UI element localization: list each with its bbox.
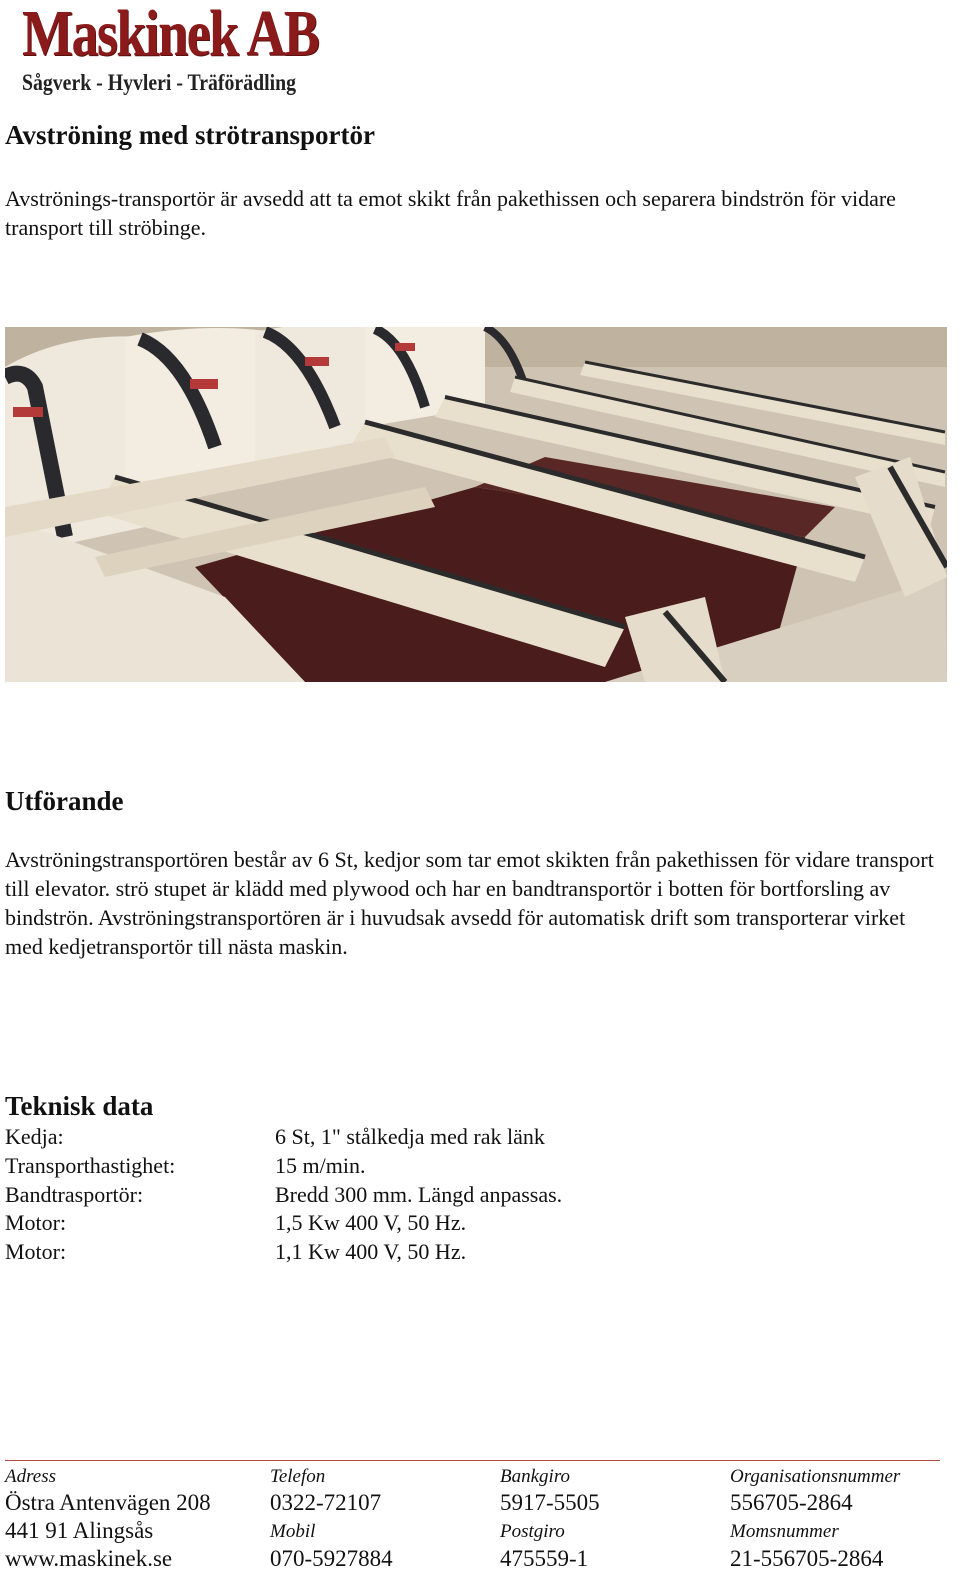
- spec-value: 6 St, 1" stålkedja med rak länk: [275, 1124, 545, 1149]
- spec-value: Bredd 300 mm. Längd anpassas.: [275, 1182, 563, 1207]
- spec-value: 1,1 Kw 400 V, 50 Hz.: [275, 1239, 467, 1264]
- footer-label-phone: Telefon: [270, 1466, 326, 1487]
- footer-postgiro: 475559-1: [500, 1546, 589, 1571]
- section-heading-design: Utförande: [5, 786, 124, 816]
- footer-label-address: Adress: [5, 1466, 57, 1487]
- footer-website-link[interactable]: www.maskinek.se: [5, 1546, 173, 1571]
- footer-label-bankgiro: Bankgiro: [500, 1466, 571, 1487]
- footer-label-vat: Momsnummer: [730, 1521, 839, 1542]
- spec-label: Motor:: [5, 1239, 67, 1264]
- page-title: Avströning med strötransportör: [5, 120, 375, 150]
- footer-address-street: Östra Antenvägen 208: [5, 1490, 211, 1515]
- section-heading-tech: Teknisk data: [5, 1091, 154, 1121]
- footer-label-org-number: Organisationsnummer: [730, 1466, 901, 1487]
- spec-label: Motor:: [5, 1210, 67, 1235]
- spec-value: 15 m/min.: [275, 1153, 366, 1178]
- spec-label: Kedja:: [5, 1124, 64, 1149]
- footer-phone: 0322-72107: [270, 1490, 382, 1515]
- machine-photo: [5, 327, 947, 682]
- footer-divider: [5, 1460, 940, 1461]
- footer-org-number: 556705-2864: [730, 1490, 853, 1515]
- machine-illustration: [5, 327, 947, 682]
- spec-label: Transporthastighet:: [5, 1153, 176, 1178]
- footer-mobile: 070-5927884: [270, 1546, 393, 1571]
- footer-label-postgiro: Postgiro: [500, 1521, 565, 1542]
- design-paragraph: Avströningstransportören består av 6 St, kedjor som tar emot skikten från pakethissen för vidare transport till elevator. strö stupet är klädd med plywood och har en bandtransportör i botten för bortforsling av bindströn. Avströningstransportören är i huvudsak avsedd för automatisk drift som transporterar virket med kedjetransportör till nästa maskin.: [5, 847, 934, 959]
- spec-label: Bandtrasportör:: [5, 1182, 144, 1207]
- intro-paragraph: Avströnings-transportör är avsedd att ta emot skikt från pakethissen och separera bindströn för vidare transport till ströbinge.: [5, 186, 896, 240]
- spec-value: 1,5 Kw 400 V, 50 Hz.: [275, 1210, 467, 1235]
- footer-label-mobile: Mobil: [270, 1521, 316, 1542]
- company-logo-name: Maskinek AB: [22, 0, 319, 70]
- footer-address-city: 441 91 Alingsås: [5, 1518, 154, 1543]
- footer-bankgiro: 5917-5505: [500, 1490, 600, 1515]
- footer-vat-number: 21-556705-2864: [730, 1546, 884, 1571]
- company-logo-tagline: Sågverk - Hyvleri - Träförädling: [22, 70, 296, 95]
